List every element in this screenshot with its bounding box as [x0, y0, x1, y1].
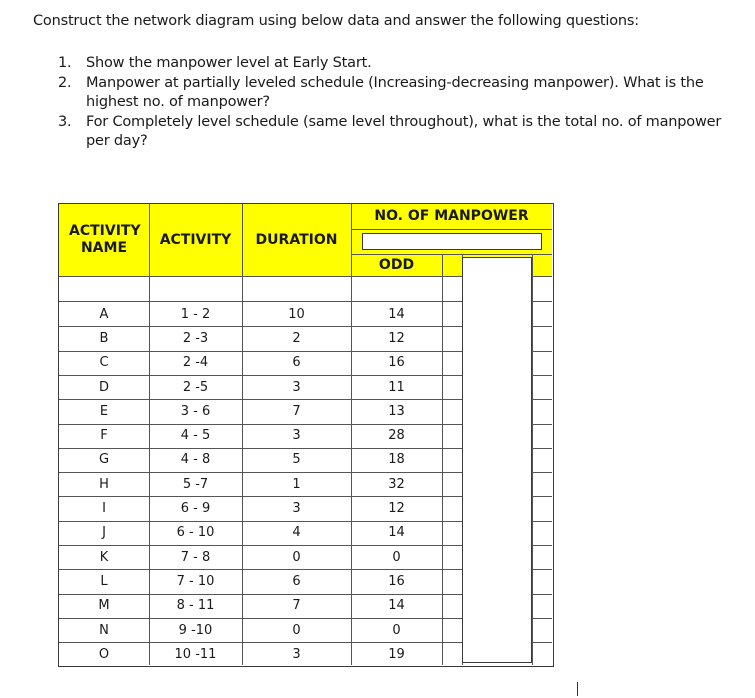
- grid-line: [351, 254, 552, 255]
- question-number: 1.: [58, 55, 72, 71]
- question-text: Show the manpower level at Early Start.: [86, 55, 372, 71]
- duration-cell: 7: [292, 598, 301, 614]
- manpower-cell: 11: [388, 379, 405, 395]
- question-item: [58, 113, 748, 152]
- activity-cell: 2 -5: [182, 379, 209, 395]
- activity-name-cell: F: [100, 428, 108, 444]
- manpower-cell: 12: [388, 330, 405, 346]
- activity-name-cell: K: [99, 549, 109, 565]
- header-activity-name-label: ACTIVITY NAME: [69, 223, 141, 256]
- activity-cell: 3 - 6: [180, 403, 211, 419]
- duration-cell: 3: [292, 428, 301, 444]
- manpower-cell: 14: [388, 306, 405, 322]
- activity-name-cell: D: [98, 379, 109, 395]
- activity-cell: 5 -7: [182, 476, 209, 492]
- header-activity-label: ACTIVITY: [159, 231, 232, 248]
- activity-name-cell: N: [99, 622, 109, 638]
- activity-cell: 2 -4: [182, 355, 209, 371]
- activity-cell: 9 -10: [178, 622, 213, 638]
- activity-cell: 6 - 10: [176, 525, 215, 541]
- activity-cell: 2 -3: [182, 330, 209, 346]
- manpower-table: [58, 203, 554, 667]
- duration-cell: 3: [292, 646, 301, 662]
- activity-name-cell: A: [99, 306, 109, 322]
- manpower-cell: 16: [388, 355, 405, 371]
- activity-name-cell: E: [99, 403, 109, 419]
- activity-cell: 7 - 8: [180, 549, 211, 565]
- duration-cell: 7: [292, 403, 301, 419]
- header-manpower-blank-row: [351, 229, 552, 254]
- header-odd: [351, 254, 442, 276]
- manpower-cell: 12: [388, 501, 405, 517]
- activity-name-cell: B: [99, 330, 109, 346]
- duration-cell: 1: [292, 476, 301, 492]
- duration-cell: 5: [292, 452, 301, 468]
- manpower-cell: 19: [388, 646, 405, 662]
- activity-name-cell: J: [102, 525, 106, 541]
- manpower-cell: 28: [388, 428, 405, 444]
- activity-name-cell: O: [98, 646, 110, 662]
- manpower-cell: 16: [388, 573, 405, 589]
- activity-cell: 4 - 8: [180, 452, 211, 468]
- header-activity: [149, 204, 242, 276]
- blank-answer-box: [462, 257, 532, 663]
- text-cursor: [577, 682, 578, 696]
- manpower-cell: 14: [388, 598, 405, 614]
- manpower-cell: 0: [392, 622, 401, 638]
- header-duration: [242, 204, 351, 276]
- activity-name-cell: M: [98, 598, 110, 614]
- question-number: 3.: [58, 113, 72, 130]
- manpower-cell: 14: [388, 525, 405, 541]
- activity-cell: 1 - 2: [180, 306, 211, 322]
- duration-cell: 0: [292, 549, 301, 565]
- activity-cell: 8 - 11: [176, 598, 215, 614]
- question-list: [58, 54, 748, 152]
- header-activity-name: [59, 204, 149, 276]
- question-number: 2.: [58, 74, 72, 91]
- grid-line: [351, 229, 552, 230]
- manpower-cell: 13: [388, 403, 405, 419]
- question-text: For Completely level schedule (same level throughout), what is the total no. of manpower per day?: [86, 113, 722, 149]
- activity-name-cell: G: [98, 452, 110, 468]
- activity-cell: 4 - 5: [180, 428, 211, 444]
- activity-name-cell: H: [99, 476, 109, 492]
- activity-name-cell: C: [99, 355, 109, 371]
- header-manpower-label: NO. OF MANPOWER: [374, 208, 529, 224]
- duration-cell: 4: [292, 525, 301, 541]
- manpower-cell: 32: [388, 476, 405, 492]
- question-item: [58, 74, 748, 113]
- question-text: Manpower at partially leveled schedule (Increasing-decreasing manpower). What is the highest no. of manpower?: [86, 74, 704, 110]
- activity-name-cell: I: [102, 501, 106, 517]
- duration-cell: 6: [292, 573, 301, 589]
- instructions-text: Construct the network diagram using below data and answer the following questions:: [33, 13, 639, 29]
- activity-cell: 10 -11: [174, 646, 217, 662]
- activity-name-cell: L: [100, 573, 108, 589]
- manpower-cell: 18: [388, 452, 405, 468]
- header-odd-label: ODD: [378, 256, 415, 273]
- duration-cell: 6: [292, 355, 301, 371]
- activity-cell: 6 - 9: [180, 501, 211, 517]
- header-manpower: [351, 204, 552, 229]
- duration-cell: 0: [292, 622, 301, 638]
- manpower-cell: 0: [392, 549, 401, 565]
- question-item: [58, 54, 748, 74]
- duration-cell: 10: [288, 306, 305, 322]
- header-blank-box: [362, 233, 542, 250]
- duration-cell: 2: [292, 330, 301, 346]
- activity-cell: 7 - 10: [176, 573, 215, 589]
- duration-cell: 3: [292, 379, 301, 395]
- header-duration-label: DURATION: [255, 231, 338, 248]
- duration-cell: 3: [292, 501, 301, 517]
